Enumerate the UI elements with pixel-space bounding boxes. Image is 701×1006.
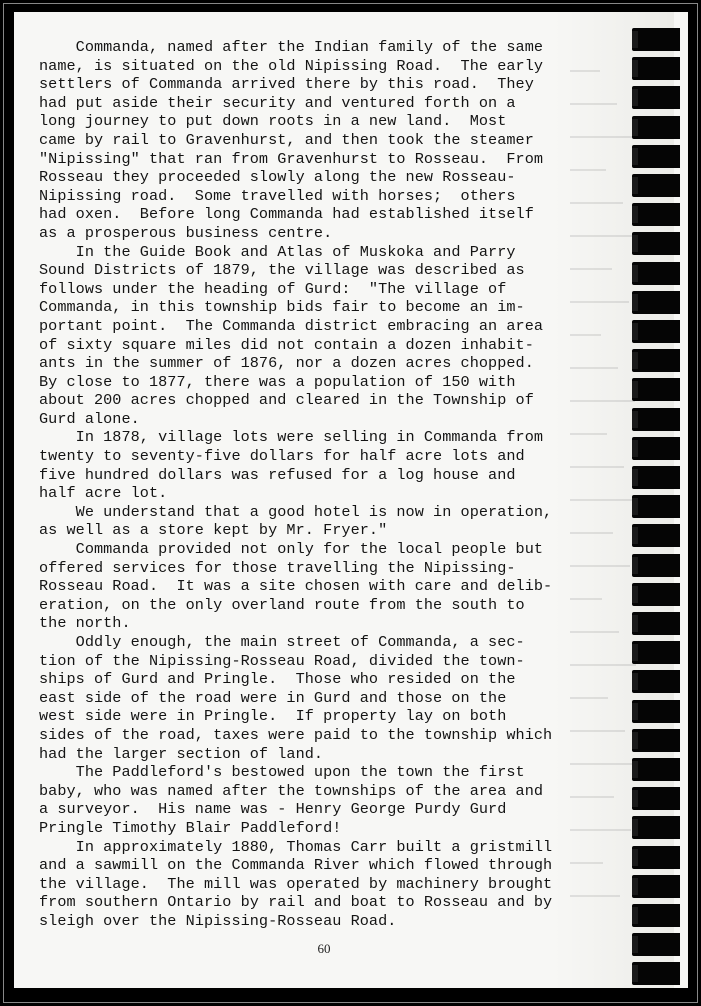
text-line: from southern Ontario by rail and boat to Rosseau and by	[39, 893, 553, 912]
text-line: We understand that a good hotel is now in operation,	[39, 502, 553, 521]
binding-coil	[632, 933, 680, 956]
text-line: twenty to seventy-five dollars for half acre lots and	[39, 447, 525, 466]
binding-coil	[632, 495, 680, 518]
binding-coil	[632, 758, 680, 781]
text-line: By close to 1877, there was a population of 150 with	[39, 372, 516, 391]
binding-coil	[632, 349, 680, 372]
binding-coil	[632, 116, 680, 139]
text-line: Rosseau Road. It was a site chosen with care and delib-	[39, 577, 553, 596]
text-line: In 1878, village lots were selling in Commanda from	[39, 428, 544, 447]
page-number: 60	[317, 941, 331, 956]
text-line: about 200 acres chopped and cleared in the Township of	[39, 391, 534, 410]
binding-coil	[632, 641, 680, 664]
text-line: as a prosperous business centre.	[39, 223, 333, 242]
text-line: "Nipissing" that ran from Gravenhurst to Rosseau. From	[39, 149, 544, 168]
text-line: west side were in Pringle. If property lay on both	[39, 707, 507, 726]
text-line: half acre lot.	[39, 484, 168, 503]
text-line: east side of the road were in Gurd and those on the	[39, 688, 507, 707]
binding-coil	[632, 57, 680, 80]
text-line: settlers of Commanda arrived there by this road. They	[39, 75, 534, 94]
text-line: Gurd alone.	[39, 409, 140, 428]
spiral-binding	[624, 12, 688, 988]
text-line: as well as a store kept by Mr. Fryer."	[39, 521, 388, 540]
binding-coil	[632, 729, 680, 752]
text-line: Sound Districts of 1879, the village was described as	[39, 261, 525, 280]
text-line: Commanda, named after the Indian family of the same	[39, 38, 544, 56]
binding-coil	[632, 378, 680, 401]
binding-coil	[632, 700, 680, 723]
binding-coil	[632, 816, 680, 839]
binding-coil	[632, 86, 680, 109]
text-line: ants in the summer of 1876, nor a dozen acres chopped.	[39, 354, 534, 373]
binding-coil	[632, 232, 680, 255]
text-line: a surveyor. His name was - Henry George Purdy Gurd	[39, 800, 507, 819]
binding-coil	[632, 524, 680, 547]
page-body-text	[39, 38, 579, 931]
text-line: sleigh over the Nipissing-Rosseau Road.	[39, 911, 397, 930]
text-line: Commanda, in this township bids fair to become an im-	[39, 298, 525, 317]
text-line: the north.	[39, 614, 131, 633]
text-line: long journey to put down roots in a new land. Most	[39, 112, 507, 131]
text-line: baby, who was named after the townships of the area and	[39, 781, 544, 800]
text-line: tion of the Nipissing-Rosseau Road, divided the town-	[39, 651, 525, 670]
text-line: of sixty square miles did not contain a dozen inhabit-	[39, 335, 534, 354]
binding-coil	[632, 787, 680, 810]
binding-coil	[632, 28, 680, 51]
text-line: had the larger section of land.	[39, 744, 324, 763]
text-line: Nipissing road. Some travelled with horses; others	[39, 186, 516, 205]
bleed-line	[570, 829, 631, 831]
binding-coil	[632, 554, 680, 577]
binding-coil	[632, 291, 680, 314]
binding-coil	[632, 145, 680, 168]
binding-coil	[632, 670, 680, 693]
binding-coil	[632, 583, 680, 606]
text-line: offered services for those travelling the Nipissing-	[39, 558, 516, 577]
binding-coil	[632, 174, 680, 197]
text-line: In the Guide Book and Atlas of Muskoka and Parry	[39, 242, 516, 261]
text-line: In approximately 1880, Thomas Carr built a gristmill	[39, 837, 553, 856]
text-line: came by rail to Gravenhurst, and then took the steamer	[39, 130, 534, 149]
text-line: follows under the heading of Gurd: "The village of	[39, 279, 507, 298]
book-page	[14, 12, 688, 988]
binding-coil	[632, 612, 680, 635]
binding-coil	[632, 203, 680, 226]
text-line: portant point. The Commanda district embracing an area	[39, 316, 544, 335]
binding-coil	[632, 437, 680, 460]
binding-coil	[632, 408, 680, 431]
binding-coil	[632, 962, 680, 985]
text-line: The Paddleford's bestowed upon the town the first	[39, 763, 525, 782]
text-line: Commanda provided not only for the local people but	[39, 540, 544, 559]
bleed-line	[570, 565, 630, 567]
text-line: Oddly enough, the main street of Commanda, a sec-	[39, 633, 525, 651]
text-line: sides of the road, taxes were paid to the township which	[39, 725, 553, 744]
text-line: five hundred dollars was refused for a log house and	[39, 465, 516, 484]
text-line: had put aside their security and ventured forth on a	[39, 93, 516, 112]
text-line: eration, on the only overland route from the south to	[39, 595, 525, 614]
text-line: name, is situated on the old Nipissing Road. The early	[39, 56, 544, 75]
binding-coil	[632, 466, 680, 489]
binding-coil	[632, 320, 680, 343]
text-line: Rosseau they proceeded slowly along the new Rosseau-	[39, 168, 516, 187]
text-line: had oxen. Before long Commanda had established itself	[39, 205, 534, 224]
binding-coil	[632, 846, 680, 869]
text-line: and a sawmill on the Commanda River which flowed through	[39, 856, 553, 875]
binding-coil	[632, 904, 680, 927]
binding-coil	[632, 262, 680, 285]
text-line: Pringle Timothy Blair Paddleford!	[39, 818, 342, 837]
binding-coil	[632, 875, 680, 898]
text-line: the village. The mill was operated by machinery brought	[39, 874, 553, 893]
text-line: ships of Gurd and Pringle. Those who resided on the	[39, 670, 516, 689]
